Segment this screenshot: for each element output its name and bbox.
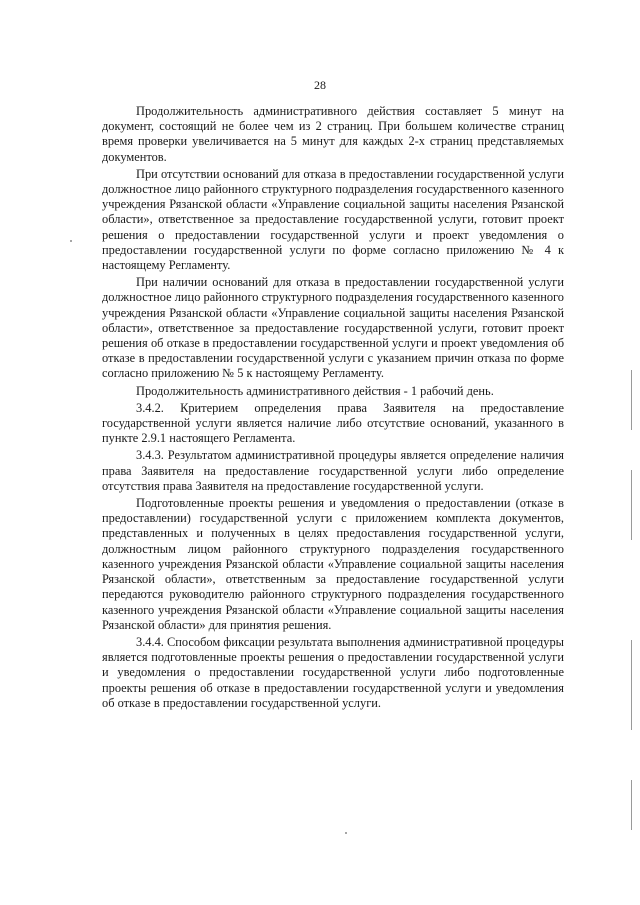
scan-dust	[345, 832, 347, 834]
paragraph-3-4-3: 3.4.3. Результатом административной процедуры является определение наличия права Заявителя на предоставление государственной услуги либо определение отсутствия права Заявителя на предоставление государственной услуги.	[102, 448, 564, 493]
paragraph-prepared-drafts: Подготовленные проекты решения и уведомления о предоставлении (отказе в предоставлении) государственной услуги с приложением комплекта документов, представленных и полученных в целях предоставления государственной услуги, должностным лицом районного структурного подразделения государственного казенного учреждения Рязанской области «Управление социальной защиты населения Рязанской области», ответственным за предоставление государственной услуги передаются руководителю районного структурного подразделения государственного казенного учреждения Рязанской области «Управление социальной защиты населения Рязанской области» для принятия решения.	[102, 496, 564, 632]
scan-edge-line	[631, 370, 632, 430]
paragraph-3-4-2: 3.4.2. Критерием определения права Заявителя на предоставление государственной услуги является наличие либо отсутствие оснований, указанного в пункте 2.9.1 настоящего Регламента.	[102, 400, 564, 446]
paragraph-no-grounds-refusal: При отсутствии оснований для отказа в предоставлении государственной услуги должностное лицо районного структурного подразделения государственного казенного учреждения Рязанской области «Управление социальной защиты населения Рязанской области», ответственное за предоставление государственной услуги, готовит проект решения о предоставлении государственной услуги и проект уведомления о предоставлении государственной услуги по форме согласно приложению № 4 к настоящему Регламенту.	[102, 166, 564, 273]
paragraph-duration-day: Продолжительность административного действия - 1 рабочий день.	[136, 383, 494, 398]
paragraph-3-4-4: 3.4.4. Способом фиксации результата выполнения административной процедуры является подготовленные проекты решения о предоставлении государственной услуги и уведомления о предоставлении государственной услуги либо подготовленные проекты решения об отказе в предоставлении государственной услуги и уведомления об отказе в предоставлении государственной услуги.	[102, 634, 564, 710]
scan-edge-line	[631, 470, 632, 540]
document-body	[102, 104, 564, 713]
scan-edge-line	[631, 640, 632, 730]
scan-edge-line	[631, 780, 632, 830]
scan-dust	[70, 240, 72, 242]
page-number: 28	[314, 78, 326, 92]
paragraph-duration-check: Продолжительность административного действия составляет 5 минут на документ, состоящий не более чем из 2 страниц. При большем количестве страниц время проверки увеличивается на 5 минут для каждых 2-х страниц представляемых документов.	[102, 104, 564, 164]
paragraph-grounds-refusal: При наличии оснований для отказа в предоставлении государственной услуги должностное лицо районного структурного подразделения государственного казенного учреждения Рязанской области «Управление социальной защиты населения Рязанской области», ответственное за предоставление государственной услуги, готовит проект решения об отказе в предоставлении государственной услуги и проект уведомления об отказе в предоставлении государственной услуги с указанием причин отказа по форме согласно приложению № 5 к настоящему Регламенту.	[102, 275, 564, 381]
